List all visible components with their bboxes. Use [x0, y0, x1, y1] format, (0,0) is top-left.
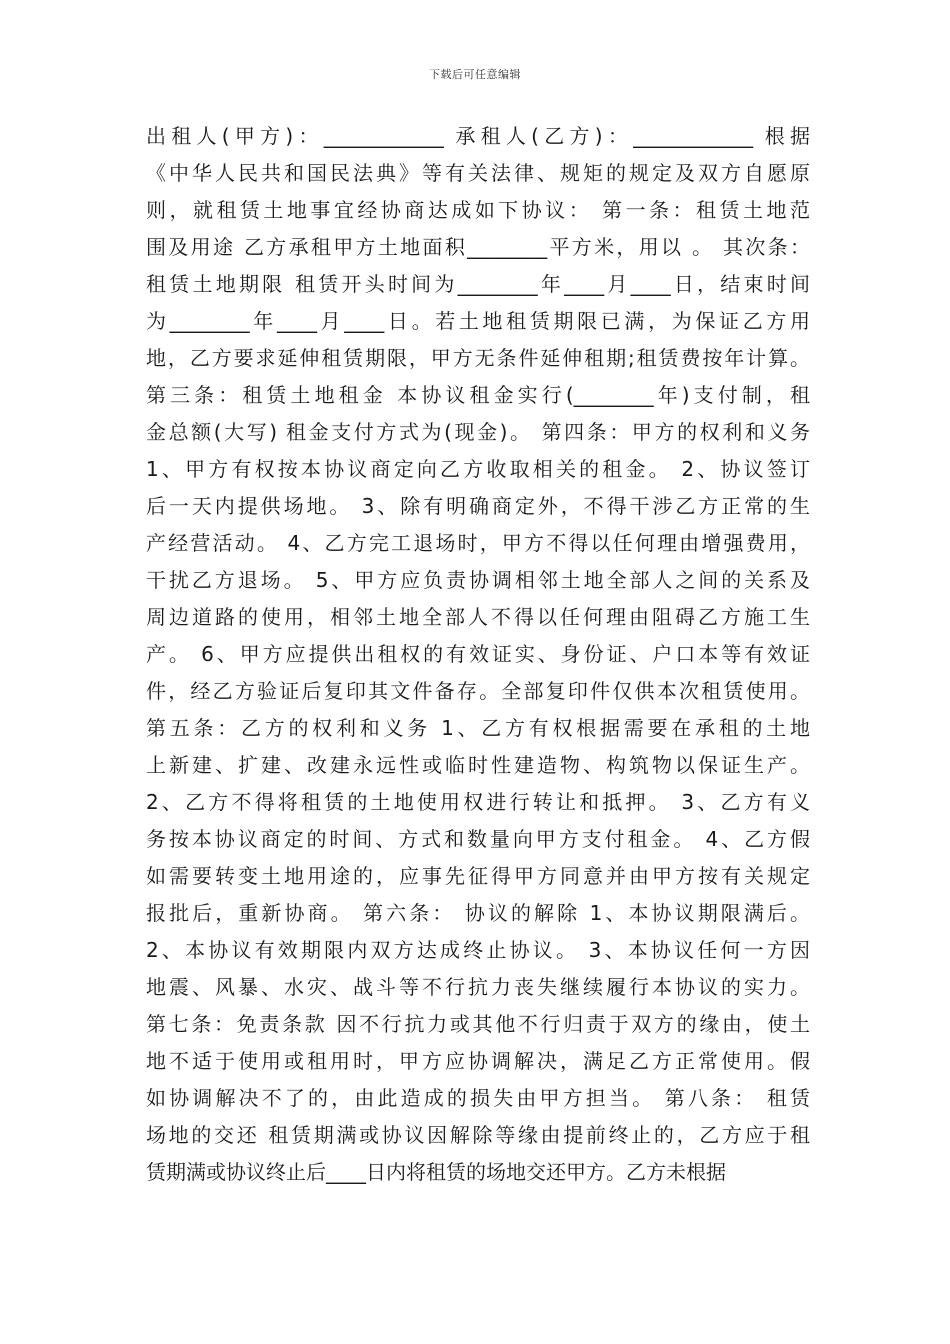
text-line: 报批后，重新协商。 第六条： 协议的解除 1、本协议期限满后。: [146, 901, 810, 925]
text-line: 干扰乙方退场。 5、甲方应负责协调相邻土地全部人之间的关系及: [146, 568, 810, 592]
text-line: 《中华人民共和国民法典》等有关法律、规矩的规定及双方自愿原: [146, 161, 810, 185]
text-line: 租赁土地期限 租赁开头时间为________年____月____日，结束时间: [146, 272, 810, 296]
text-line: 地不适于使用或租用时，甲方应协调解决，满足乙方正常使用。假: [146, 1049, 810, 1073]
text-line: 务按本协议商定的时间、方式和数量向甲方支付租金。 4、乙方假: [146, 827, 810, 851]
text-line: 产经营活动。 4、乙方完工退场时，甲方不得以任何理由增强费用，: [146, 531, 810, 555]
text-line: 如需要转变土地用途的，应事先征得甲方同意并由甲方按有关规定: [146, 864, 810, 888]
text-line: 赁期满或协议终止后____日内将租赁的场地交还甲方。乙方未根据: [146, 1160, 726, 1184]
text-line: 后一天内提供场地。 3、除有明确商定外，不得干涉乙方正常的生: [146, 494, 810, 518]
text-line: 为________年____月____日。若土地租赁期限已满，为保证乙方用: [146, 309, 810, 333]
text-line: 产。 6、甲方应提供出租权的有效证实、身份证、户口本等有效证: [146, 642, 810, 666]
text-line: 金总额(大写) 租金支付方式为(现金)。 第四条：甲方的权利和义务: [146, 420, 810, 444]
text-line: 第五条：乙方的权利和义务 1、乙方有权根据需要在承租的土地: [146, 716, 810, 740]
contract-body: [146, 118, 810, 1191]
text-line: 2、本协议有效期限内双方达成终止协议。 3、本协议任何一方因: [146, 938, 810, 962]
text-line: 件，经乙方验证后复印其文件备存。全部复印件仅供本次租赁使用。: [146, 679, 810, 703]
page-header: 下载后可任意编辑: [429, 68, 521, 81]
text-line: 则，就租赁土地事宜经协商达成如下协议： 第一条：租赁土地范: [146, 198, 810, 222]
text-line: 地，乙方要求延伸租赁期限，甲方无条件延伸租期;租赁费按年计算。: [146, 346, 810, 370]
text-line: 场地的交还 租赁期满或协议因解除等缘由提前终止的，乙方应于租: [146, 1123, 810, 1147]
text-line: 周边道路的使用，相邻土地全部人不得以任何理由阻碍乙方施工生: [146, 605, 810, 629]
text-line: 围及用途 乙方承租甲方土地面积________平方米，用以 。 其次条：: [146, 235, 810, 259]
text-line: 第三条：租赁土地租金 本协议租金实行(________年)支付制，租: [146, 383, 810, 407]
text-line: 出租人(甲方)：____________ 承租人(乙方)：____________ 根据: [146, 124, 810, 148]
text-line: 2、乙方不得将租赁的土地使用权进行转让和抵押。 3、乙方有义: [146, 790, 810, 814]
text-line: 第七条：免责条款 因不行抗力或其他不行归责于双方的缘由，使土: [146, 1012, 810, 1036]
text-line: 如协调解决不了的，由此造成的损失由甲方担当。 第八条： 租赁: [146, 1086, 810, 1110]
text-line: 1、甲方有权按本协议商定向乙方收取相关的租金。 2、协议签订: [146, 457, 810, 481]
text-line: 上新建、扩建、改建永远性或临时性建造物、构筑物以保证生产。: [146, 753, 810, 777]
text-line: 地震、风暴、水灾、战斗等不行抗力丧失继续履行本协议的实力。: [146, 975, 810, 999]
